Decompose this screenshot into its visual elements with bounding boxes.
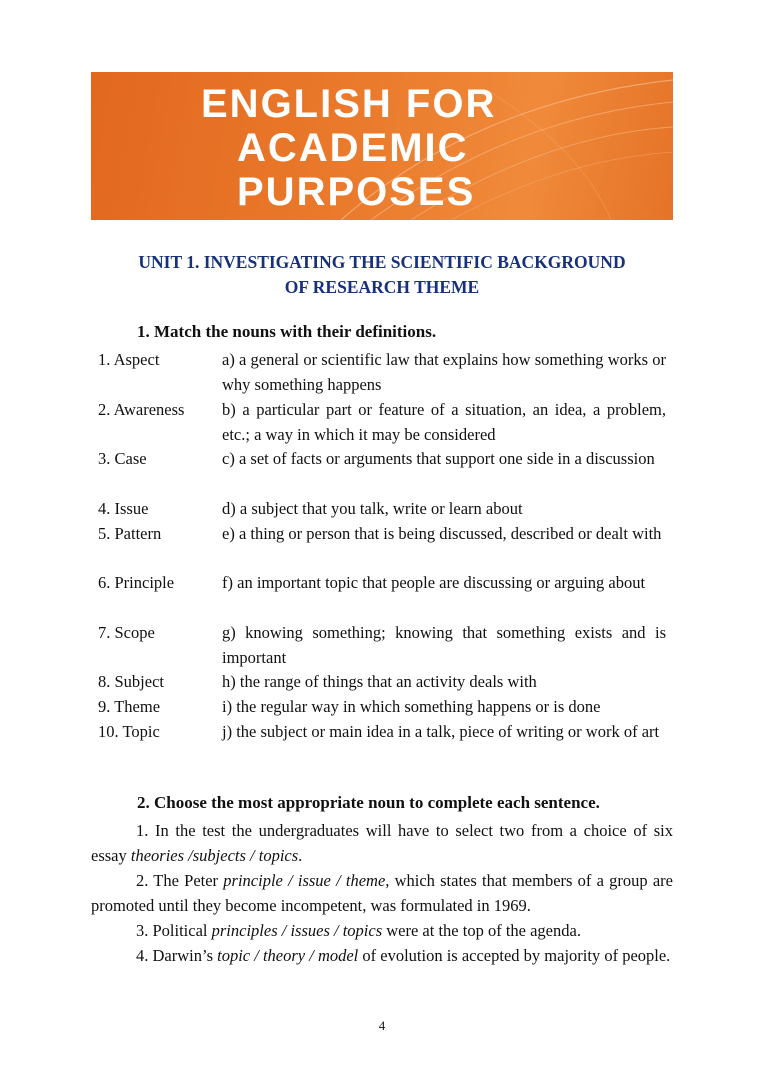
sentence-3 [91,918,673,943]
match-definition: f) an important topic that people are discussing or arguing about [222,573,646,592]
sentence-text: 3. Political [136,921,212,940]
unit-title-line-1: UNIT 1. INVESTIGATING THE SCIENTIFIC BACKGROUND [138,252,626,272]
match-term: 4. Issue [98,499,149,518]
unit-title [0,250,764,300]
match-definition: a) a general or scientific law that explains how something works or why something happens [222,350,666,394]
match-term: 8. Subject [98,672,164,691]
match-term: 2. Awareness [98,400,185,419]
match-term: 7. Scope [98,623,155,642]
match-term: 9. Theme [98,697,161,716]
match-definition: i) the regular way in which something happens or is done [222,697,601,716]
match-definition: d) a subject that you talk, write or learn about [222,499,523,518]
match-definition: g) knowing something; knowing that something exists and is important [222,623,666,667]
answer-options: principles / issues / topics [211,921,383,940]
sentence-text: of evolution is accepted by majority of people. [358,946,671,965]
match-term: 3. Case [98,449,147,468]
sentence-text: 1. In the test the undergraduates will have to select two from a choice of six essay [91,821,673,865]
banner-line-2: ACADEMIC [237,126,469,170]
sentence-2 [91,868,673,918]
exercise-2-heading: 2. Choose the most appropriate noun to complete each sentence. [137,793,600,812]
sentence-text: were at the top of the agenda. [382,921,581,940]
banner-line-3: PURPOSES [237,170,476,214]
sentence-text: 2. The Peter [136,871,224,890]
banner-title [201,82,496,214]
match-definition: e) a thing or person that is being discussed, described or dealt with [222,524,662,543]
sentence-text: 4. Darwin’s [136,946,218,965]
exercise-1-heading: 1. Match the nouns with their definitions. [137,322,437,341]
match-definition: c) a set of facts or arguments that support one side in a discussion [222,449,655,468]
match-definition: h) the range of things that an activity deals with [222,672,537,691]
unit-title-line-2: OF RESEARCH THEME [284,277,480,297]
match-term: 5. Pattern [98,524,162,543]
sentence-4 [91,943,673,968]
title-banner [91,72,673,220]
answer-options: theories /subjects / topics [130,846,299,865]
sentence-text: , which states that members of a group are promoted until they become incompetent, was formulated in 1969. [91,871,673,915]
match-definition: b) a particular part or feature of a situation, an idea, a problem, etc.; a way in which it may be considered [222,400,666,444]
sentence-1 [91,818,673,868]
answer-options: topic / theory / model [217,946,359,965]
page-number: 4 [378,1018,386,1033]
match-definition: j) the subject or main idea in a talk, piece of writing or work of art [222,722,660,741]
banner-line-1: ENGLISH FOR [201,82,497,126]
answer-options: principle / issue / theme [223,871,386,890]
match-term: 10. Topic [98,722,160,741]
sentence-text: . [298,846,303,865]
match-term: 6. Principle [98,573,175,592]
match-term: 1. Aspect [98,350,160,369]
